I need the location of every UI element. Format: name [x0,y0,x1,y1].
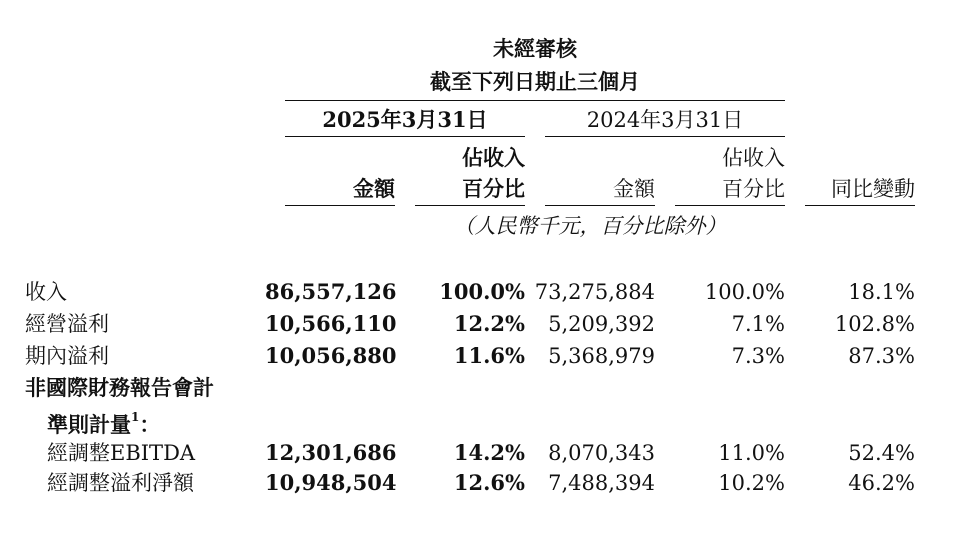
pct-2024: 11.0% [718,441,785,465]
period-underline [285,100,785,101]
section-title-line1: 非國際財務報告會計 [25,375,214,400]
amount-header-2024: 金額 [613,177,655,201]
pct-header-2025-line1: 佔收入 [462,145,525,170]
pct-2024: 100.0% [704,280,785,304]
pct-2024-underline [675,205,785,206]
period-heading: 截至下列日期止三個月 [430,69,640,94]
yoy-change: 18.1% [848,280,915,304]
unaudited-heading: 未經審核 [493,36,577,61]
pct-2025: 100.0% [439,279,525,304]
pct-2025: 12.2% [453,311,525,336]
group-2024-underline [545,136,785,137]
pct-2025: 11.6% [453,343,525,368]
amount-2025: 10,948,504 [265,470,397,495]
yoy-change: 102.8% [834,312,915,336]
amount-2025: 12,301,686 [265,440,397,465]
pct-2025: 14.2% [453,440,525,465]
section-title-line2: 準則計量$^1$： [47,410,161,437]
amount-2024: 5,209,392 [548,312,655,336]
pct-header-2025-line2: 百分比 [462,176,525,201]
amount-2024: 8,070,343 [548,441,655,465]
amount-2024: 73,275,884 [534,280,655,304]
column-group-2024: 2024年3月31日 [586,108,744,132]
row-label: 經調整EBITDA [47,441,196,465]
amount-2025: 86,557,126 [265,279,397,304]
pct-header-2024-line1: 佔收入 [722,146,785,170]
pct-header-2024-line2: 百分比 [722,177,785,201]
row-label: 收入 [25,280,67,304]
row-label: 經調整溢利淨額 [47,471,194,495]
amount-2025-underline [285,205,395,206]
yoy-change: 87.3% [848,344,915,368]
amount-2025: 10,056,880 [265,343,397,368]
unit-note: （人民幣千元，百分比除外） [453,214,727,238]
pct-2024: 7.3% [731,344,785,368]
yoy-change: 52.4% [848,441,915,465]
yoy-header: 同比變動 [831,177,915,201]
amount-2024-underline [545,205,655,206]
pct-2024: 7.1% [731,312,785,336]
row-label: 經營溢利 [25,312,109,336]
row-label: 期內溢利 [25,344,109,368]
pct-2025: 12.6% [453,470,525,495]
group-2025-underline [285,136,525,137]
amount-2024: 7,488,394 [548,471,655,495]
amount-2024: 5,368,979 [548,344,655,368]
pct-2025-underline [415,205,525,206]
column-group-2025: 2025年3月31日 [322,107,488,132]
yoy-underline [805,205,915,206]
pct-2024: 10.2% [718,471,785,495]
footnote-marker: 1 [131,410,140,424]
amount-2025: 10,566,110 [265,311,397,336]
yoy-change: 46.2% [848,471,915,495]
amount-header-2025: 金額 [353,176,395,201]
